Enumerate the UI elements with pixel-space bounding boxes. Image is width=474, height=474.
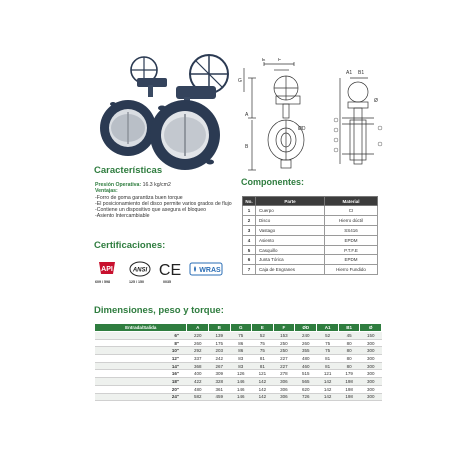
dimensiones-header: F bbox=[273, 324, 295, 332]
svg-text:ANSI: ANSI bbox=[132, 267, 148, 274]
table-cell: 300 bbox=[360, 385, 382, 393]
caracteristicas-list bbox=[95, 182, 237, 220]
dimensiones-header: Ø bbox=[360, 324, 382, 332]
table-row bbox=[243, 255, 378, 265]
table-cell: 14" bbox=[95, 362, 187, 370]
table-cell: 153 bbox=[273, 332, 295, 340]
dimensiones-header: E bbox=[252, 324, 274, 332]
table-cell: 142 bbox=[252, 393, 274, 401]
dim-label-b1: B1 bbox=[358, 70, 365, 76]
table-cell: 240 bbox=[295, 332, 317, 340]
table-row bbox=[243, 215, 378, 225]
table-cell: 726 bbox=[295, 393, 317, 401]
table-cell: 368 bbox=[187, 362, 209, 370]
table-row bbox=[95, 355, 382, 363]
table-cell: 139 bbox=[209, 332, 231, 340]
ce-caption: 0035 bbox=[163, 280, 171, 284]
table-cell: 300 bbox=[360, 355, 382, 363]
valve-product-photo bbox=[88, 52, 234, 170]
api-logo bbox=[97, 260, 117, 278]
table-cell: CI bbox=[324, 206, 377, 216]
table-row bbox=[243, 206, 378, 216]
table-cell: 400 bbox=[187, 370, 209, 378]
table-row bbox=[243, 265, 378, 275]
ce-logo bbox=[159, 260, 181, 278]
table-cell: EPDM bbox=[324, 235, 377, 245]
table-cell: Junta Tórica bbox=[256, 255, 325, 265]
table-cell: 198 bbox=[338, 393, 360, 401]
table-row bbox=[243, 245, 378, 255]
table-cell: 18" bbox=[95, 378, 187, 386]
table-cell: 300 bbox=[360, 393, 382, 401]
table-cell: 242 bbox=[209, 355, 231, 363]
componentes-header: No. bbox=[243, 197, 256, 206]
table-cell: 460 bbox=[295, 362, 317, 370]
table-cell: 146 bbox=[230, 378, 252, 386]
table-cell: 260 bbox=[187, 339, 209, 347]
table-cell: 6 bbox=[243, 255, 256, 265]
table-cell: 8" bbox=[95, 339, 187, 347]
table-cell: 80 bbox=[338, 362, 360, 370]
table-cell: Caja de Engranes bbox=[256, 265, 325, 275]
table-cell: 175 bbox=[209, 339, 231, 347]
table-row bbox=[95, 339, 382, 347]
table-cell: 16" bbox=[95, 370, 187, 378]
table-cell: 121 bbox=[252, 370, 274, 378]
table-cell: P.T.F.E bbox=[324, 245, 377, 255]
table-cell: 220 bbox=[187, 332, 209, 340]
table-cell: 306 bbox=[273, 393, 295, 401]
dimensiones-header: Entrada/Salida bbox=[95, 324, 187, 332]
dimensiones-header: B1 bbox=[338, 324, 360, 332]
table-cell: EPDM bbox=[324, 255, 377, 265]
table-cell: 260 bbox=[295, 339, 317, 347]
presion-label: Presión Operativa: bbox=[95, 182, 142, 188]
table-cell: 300 bbox=[360, 339, 382, 347]
svg-text:CE: CE bbox=[159, 262, 181, 278]
table-cell: 582 bbox=[187, 393, 209, 401]
table-row bbox=[95, 385, 382, 393]
table-cell: 142 bbox=[252, 385, 274, 393]
table-cell: 81 bbox=[317, 362, 339, 370]
table-cell: 278 bbox=[273, 370, 295, 378]
table-cell: 45 bbox=[338, 332, 360, 340]
table-row bbox=[95, 370, 382, 378]
large-valve bbox=[150, 55, 228, 170]
table-cell: 361 bbox=[209, 385, 231, 393]
table-cell: 75 bbox=[252, 339, 274, 347]
table-cell: 203 bbox=[209, 347, 231, 355]
table-row bbox=[95, 393, 382, 401]
table-cell: 355 bbox=[295, 347, 317, 355]
table-cell: 81 bbox=[317, 355, 339, 363]
valve-technical-drawing bbox=[234, 58, 392, 174]
table-cell: Asiento bbox=[256, 235, 325, 245]
dimensiones-header: G bbox=[230, 324, 252, 332]
table-cell: 1 bbox=[243, 206, 256, 216]
table-row bbox=[95, 378, 382, 386]
table-cell: 179 bbox=[338, 370, 360, 378]
ansi-caption: 125 / 150 bbox=[129, 280, 144, 284]
table-cell: 300 bbox=[360, 378, 382, 386]
table-cell: Cuerpo bbox=[256, 206, 325, 216]
table-cell: 300 bbox=[360, 347, 382, 355]
table-cell: 227 bbox=[273, 355, 295, 363]
table-cell: 80 bbox=[338, 339, 360, 347]
table-cell: 2 bbox=[243, 215, 256, 225]
table-cell: 620 bbox=[295, 385, 317, 393]
certificaciones-title: Certificaciones: bbox=[94, 240, 166, 251]
table-row bbox=[243, 225, 378, 235]
table-cell: 306 bbox=[273, 378, 295, 386]
table-cell: Hierro dúctil bbox=[324, 215, 377, 225]
table-cell: 12" bbox=[95, 355, 187, 363]
table-cell: 126 bbox=[230, 370, 252, 378]
table-cell: 52 bbox=[252, 332, 274, 340]
table-cell: 80 bbox=[338, 355, 360, 363]
table-cell: 306 bbox=[273, 385, 295, 393]
table-cell: 328 bbox=[209, 378, 231, 386]
table-cell: 142 bbox=[317, 385, 339, 393]
componentes-header: Material bbox=[324, 197, 377, 206]
componentes-title: Componentes: bbox=[241, 177, 304, 187]
dim-label-a1: A1 bbox=[346, 70, 353, 76]
table-cell: 227 bbox=[273, 362, 295, 370]
table-cell: 142 bbox=[317, 393, 339, 401]
table-row bbox=[95, 347, 382, 355]
table-cell: 75 bbox=[317, 347, 339, 355]
ventaja-item: -Forro de goma garantiza buen torque bbox=[95, 194, 183, 201]
componentes-header-row bbox=[243, 197, 378, 206]
dim-label-a: A bbox=[245, 112, 249, 118]
dimensiones-header: A1 bbox=[317, 324, 339, 332]
dimensiones-title: Dimensiones, peso y torque: bbox=[94, 305, 224, 316]
table-cell: 83 bbox=[230, 355, 252, 363]
table-cell: 142 bbox=[317, 378, 339, 386]
table-cell: Vastago bbox=[256, 225, 325, 235]
table-cell: 75 bbox=[252, 347, 274, 355]
table-cell: 7 bbox=[243, 265, 256, 275]
table-cell: 515 bbox=[295, 370, 317, 378]
table-cell: 146 bbox=[230, 393, 252, 401]
table-cell: 337 bbox=[187, 355, 209, 363]
certification-logos bbox=[95, 260, 245, 290]
table-cell: 75 bbox=[317, 339, 339, 347]
svg-text:WRAS: WRAS bbox=[199, 267, 221, 274]
table-cell: 300 bbox=[360, 370, 382, 378]
table-cell: 267 bbox=[209, 362, 231, 370]
table-cell: 198 bbox=[338, 378, 360, 386]
table-cell: 309 bbox=[209, 370, 231, 378]
table-cell: 4 bbox=[243, 235, 256, 245]
dim-label-g: G bbox=[238, 78, 242, 84]
table-cell: 480 bbox=[295, 355, 317, 363]
wras-logo bbox=[189, 260, 223, 278]
svg-text:API: API bbox=[101, 266, 113, 273]
ansi-logo bbox=[129, 260, 151, 278]
table-cell: 6" bbox=[95, 332, 187, 340]
dimensiones-header-row bbox=[95, 324, 382, 332]
dim-label-o: Ø bbox=[374, 98, 378, 104]
table-cell: 198 bbox=[338, 385, 360, 393]
table-cell: 83 bbox=[230, 362, 252, 370]
table-cell: Casquillo bbox=[256, 245, 325, 255]
table-cell: 422 bbox=[187, 378, 209, 386]
ventaja-item: -Asiento Intercambiable bbox=[95, 213, 150, 220]
table-cell: 75 bbox=[230, 332, 252, 340]
table-cell: Disco bbox=[256, 215, 325, 225]
dim-label-od: ØD bbox=[298, 126, 306, 132]
dimensiones-header: B bbox=[209, 324, 231, 332]
dim-label-f: F bbox=[278, 58, 282, 63]
ventajas-label: Ventajas: bbox=[95, 188, 118, 195]
table-cell: 86 bbox=[230, 339, 252, 347]
ventaja-item: -Contiene un dispositivo que asegura el bloqueo bbox=[95, 207, 207, 214]
table-cell: 480 bbox=[187, 385, 209, 393]
table-cell: 121 bbox=[317, 370, 339, 378]
table-cell: 24" bbox=[95, 393, 187, 401]
ventaja-item: -El posicionamiento del disco permite varios grados de flujo bbox=[95, 200, 232, 207]
table-cell: 10" bbox=[95, 347, 187, 355]
dimensiones-header: A bbox=[187, 324, 209, 332]
table-cell: 292 bbox=[187, 347, 209, 355]
table-row bbox=[243, 235, 378, 245]
table-cell: 20" bbox=[95, 385, 187, 393]
table-cell: 146 bbox=[230, 385, 252, 393]
table-cell: 80 bbox=[338, 347, 360, 355]
dim-label-b: B bbox=[245, 144, 249, 150]
table-row bbox=[95, 362, 382, 370]
table-row bbox=[95, 332, 382, 340]
table-cell: 86 bbox=[230, 347, 252, 355]
table-cell: 5 bbox=[243, 245, 256, 255]
table-cell: Hierro Fundido bbox=[324, 265, 377, 275]
dimensiones-header: ØD bbox=[295, 324, 317, 332]
table-cell: SS416 bbox=[324, 225, 377, 235]
table-cell: 142 bbox=[252, 378, 274, 386]
table-cell: 150 bbox=[360, 332, 382, 340]
dim-label-e: E bbox=[262, 58, 266, 63]
api-caption: 609 / 598 bbox=[95, 280, 110, 284]
table-cell: 81 bbox=[252, 362, 274, 370]
caracteristicas-title: Características bbox=[94, 165, 163, 176]
table-cell: 565 bbox=[295, 378, 317, 386]
presion-value: 16.3 kg/cm2 bbox=[142, 182, 171, 188]
dimensiones-table bbox=[94, 323, 382, 401]
table-cell: 52 bbox=[317, 332, 339, 340]
table-cell: 300 bbox=[360, 362, 382, 370]
componentes-header: Parte bbox=[256, 197, 325, 206]
table-cell: 3 bbox=[243, 225, 256, 235]
table-cell: 81 bbox=[252, 355, 274, 363]
table-cell: 459 bbox=[209, 393, 231, 401]
table-cell: 250 bbox=[273, 339, 295, 347]
componentes-table bbox=[242, 196, 378, 275]
table-cell: 250 bbox=[273, 347, 295, 355]
